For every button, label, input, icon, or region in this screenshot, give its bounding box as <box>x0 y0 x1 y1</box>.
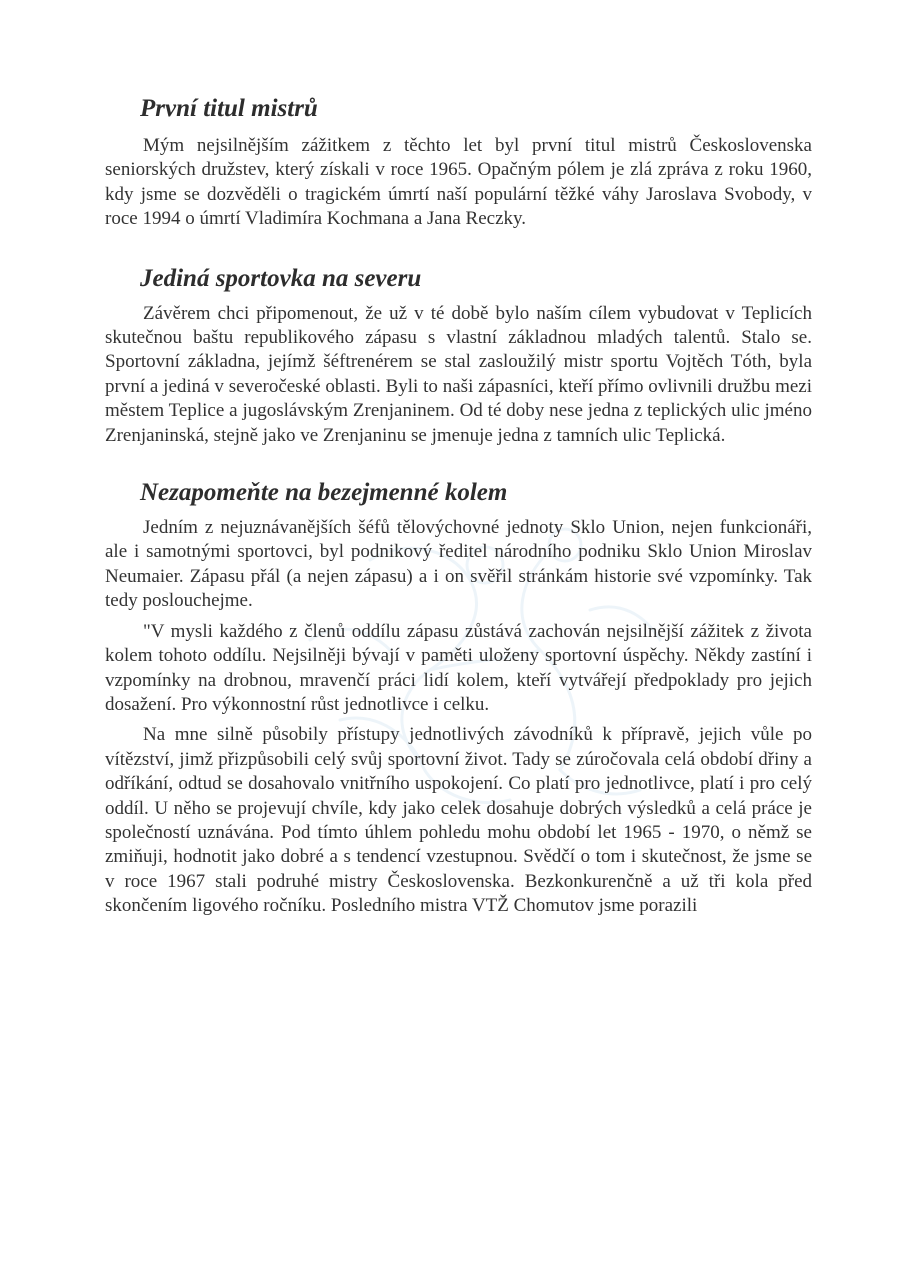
paragraph: Mým nejsilnějším zážitkem z těchto let byl první titul mistrů Československa seniorských družstev, který získali v roce 1965. Opačným pólem je zlá zpráva z roku 1960, kdy jsme se dozvěděli o tragickém úmrtí naší populární těžké váhy Jaroslava Svobody, v roce 1994 o úmrtí Vladimíra Kochmana a Jana Reczky. <box>105 135 812 230</box>
paragraph: Na mne silně působily přístupy jednotlivých závodníků k přípravě, jejich vůle po vítězství, jimž přizpůsobili celý svůj sportovní život. Tady se zúročovala celá období dřiny a odříkání, odtud se dosahovalo vnitřního uspokojení. Co platí pro jednotlivce, platí i pro celý oddíl. U něho se projevují chvíle, kdy jako celek dosahuje dobrých výsledků a celá práce je společností uznávána. Pod tímto úhlem pohledu mohu období let 1965 - 1970, o němž se zmiňuji, hodnotit jako dobré a s tendencí vzestupnou. Svědčí o tom i skutečnost, že jsme se v roce 1967 stali podruhé mistry Československa. Bezkonkurenčně a už tři kola před skončením ligového ročníku. Posledního mistra VTŽ Chomutov jsme porazili <box>105 724 812 917</box>
paragraph: Závěrem chci připomenout, že už v té době bylo naším cílem vybudovat v Teplicích skutečnou baštu republikového zápasu s vlastní základnou mladých talentů. Stalo se. Sportovní základna, jejímž šéftrenérem se stal zasloužilý mistr sportu Vojtěch Tóth, byla první a jediná v severočeské oblasti. Byli to naši zápasníci, kteří přímo ovlivnili družbu mezi městem Teplice a jugoslávským Zrenjaninem. Od té doby nese jedna z teplických ulic jméno Zrenjaninská, stejně jako ve Zrenjaninu se jmenuje jedna z tamních ulic Teplická. <box>105 302 812 446</box>
document-content <box>105 94 812 919</box>
paragraph: Jedním z nejuznávanějších šéfů tělovýchovné jednoty Sklo Union, nejen funkcionáři, ale i samotnými sportovci, byl podnikový ředitel národního podniku Sklo Union Miroslav Neumaier. Zápasu přál (a nejen zápasu) a i on svěřil stránkám historie své vzpomínky. Tak tedy poslouchejme. <box>105 517 812 612</box>
section-heading-prvni-titul: První titul mistrů <box>140 95 318 122</box>
section-heading-jedina-sportovka: Jediná sportovka na severu <box>140 264 422 292</box>
section-heading-nezapomente: Nezapomeňte na bezejmenné kolem <box>140 479 508 507</box>
paragraph: "V mysli každého z členů oddílu zápasu zůstává zachován nejsilnější zážitek z života kolem tohoto oddílu. Nejsilněji bývají v paměti uloženy sportovní úspěchy. Někdy zastíní i vzpomínky na drobnou, mravenčí práci lidí kolem, kteří vytvářejí předpoklady pro jejich dosažení. Pro výkonnostní růst jednotlivce i celku. <box>105 620 812 715</box>
